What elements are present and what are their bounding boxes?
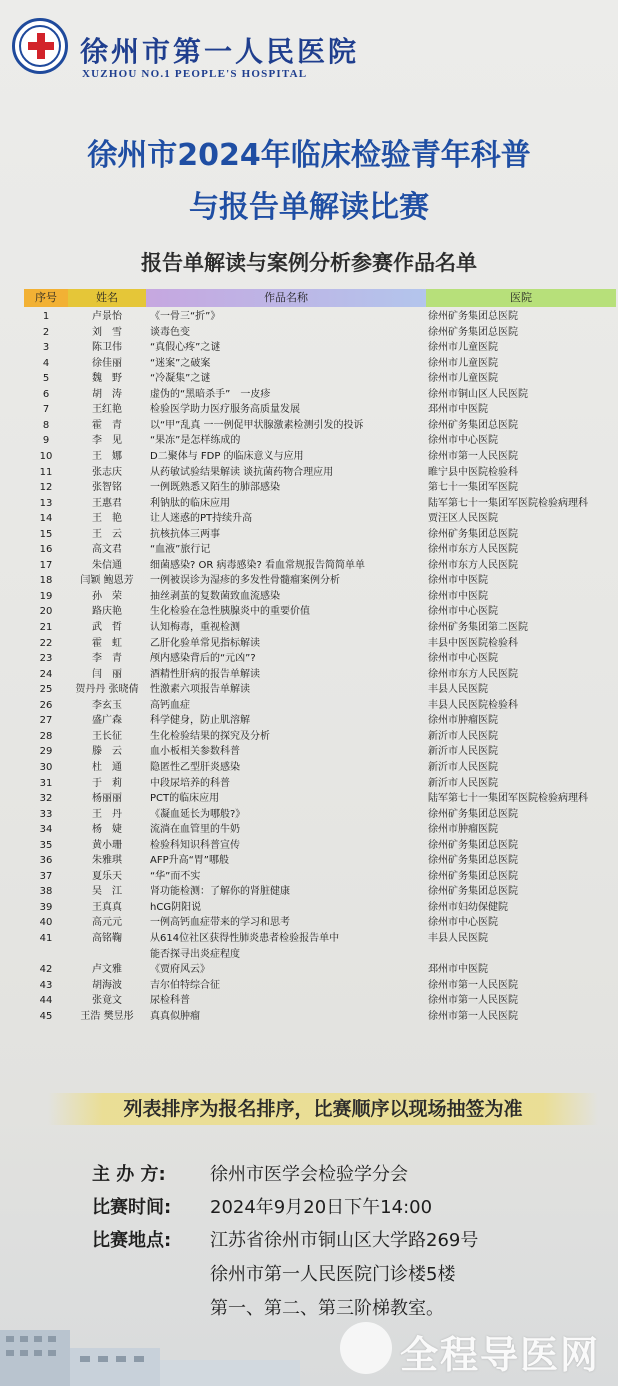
table-row [0,371,618,386]
entry-name: 高元元 [92,917,122,929]
entry-name: 闫颖 鲍恩芳 [80,575,134,587]
entry-work-title: “迷案”之破案 [150,357,211,369]
entry-name: 卢景怡 [92,311,122,322]
table-row [0,760,618,775]
table-row [0,309,618,324]
entry-name: 李 青 [92,653,122,665]
entry-name: 孙 荣 [92,590,122,602]
table-row [0,449,618,464]
entry-name: 李玄玉 [92,699,122,711]
table-row [0,915,618,930]
table-row [0,667,618,682]
entry-name: 盛广森 [92,715,122,727]
table-row [0,651,618,666]
entry-name: 魏 野 [92,373,122,385]
entry-hospital: 徐州市肿瘤医院 [428,824,498,836]
entry-name: 王长征 [92,730,122,742]
table-row [0,900,618,915]
entry-hospital: 徐州市中心医院 [428,606,498,618]
entry-hospital: 丰县人民医院 [428,933,488,944]
entry-number: 37 [39,870,53,882]
entry-number: 20 [39,606,53,618]
entry-name: 胡海波 [92,979,122,991]
entry-hospital: 新沂市人民医院 [428,777,498,789]
time-label: 比赛时间: [92,1197,172,1218]
entry-hospital: 徐州矿务集团总医院 [428,326,518,338]
hospital-logo-icon [12,18,68,74]
entry-hospital: 徐州市儿童医院 [428,342,498,354]
entry-work-title: 谈毒色变 [150,326,190,338]
entry-work-title: 虚伪的“黑暗杀手” 一皮疹 [150,388,271,400]
entry-name: 徐佳丽 [92,357,122,369]
table-row [0,325,618,340]
entry-work-title: 让人迷惑的PT持续升高 [150,513,253,525]
list-subtitle: 报告单解读与案例分析参赛作品名单 [141,251,477,275]
entry-name: 张智铭 [92,482,122,494]
table-row [0,776,618,791]
entry-work-title: 《凝血延长为哪般?》 [150,808,246,820]
entry-work-title: 抽丝剥茧的复数菌致血流感染 [150,590,280,602]
table-row [0,496,618,511]
entry-hospital: 徐州市儿童医院 [428,373,498,385]
hospital-name-cn: 徐州市第一人民医院 [80,35,360,68]
entry-work-title: “冷凝集”之谜 [150,373,211,385]
entry-work-title: 从614位社区获得性肺炎患者检验报告单中 [150,933,340,944]
entry-name: 胡 涛 [92,388,122,400]
entry-hospital: 徐州市中医院 [428,590,488,602]
entry-work-title: “华”而不实 [150,870,201,882]
table-row [0,511,618,526]
entry-number: 30 [39,761,53,773]
header-hospital: 医院 [426,289,616,307]
organizer-label: 主 办 方: [92,1164,166,1185]
entry-number: 14 [39,513,53,525]
entry-hospital: 徐州市中心医院 [428,917,498,929]
entry-work-title: 能否探寻出炎症程度 [150,948,240,960]
table-row [0,589,618,604]
entry-hospital: 徐州矿务集团第二医院 [428,622,528,633]
entry-hospital: 徐州矿务集团总医院 [428,311,518,322]
table-row [0,480,618,495]
entry-work-title: 流淌在血管里的牛奶 [150,824,240,836]
table-row [0,962,618,977]
entry-hospital: 丰县人民医院 [428,684,488,696]
entry-work-title: 高钙血症 [150,699,190,711]
entry-hospital: 徐州矿务集团总医院 [428,855,518,867]
entry-hospital: 徐州矿务集团总医院 [428,839,518,851]
entry-hospital: 徐州市第一人民医院 [428,995,518,1007]
entry-work-title: 抗核抗体三两事 [150,528,220,540]
entry-number: 39 [39,901,53,913]
entry-work-title: “真假心疼”之谜 [150,342,221,354]
entry-name: 夏乐天 [92,870,122,882]
watermark-logo-icon [340,1322,392,1374]
entry-work-title: 一例既熟悉又陌生的肺部感染 [150,482,280,494]
entry-work-title: 肾功能检测：了解你的肾脏健康 [150,886,290,898]
venue-value-line3: 第一、第二、第三阶梯教室。 [210,1298,444,1319]
entry-work-title: “果冻”是怎样练成的 [150,435,241,447]
entry-number: 12 [39,482,53,494]
entry-name: 刘 雪 [92,326,122,338]
entry-hospital: 徐州市儿童医院 [428,357,498,369]
entry-number: 42 [39,964,53,976]
entry-work-title: 血小板相关参数科普 [150,746,240,758]
entry-work-title: 利钠肽的临床应用 [150,497,230,509]
entry-number: 9 [42,435,50,447]
entry-hospital: 新沂市人民医院 [428,730,498,742]
organizer-value: 徐州市医学会检验学分会 [210,1164,408,1185]
entry-name: 王 云 [92,528,122,540]
entry-number: 4 [42,357,50,369]
entry-hospital: 睢宁县中医院检验科 [428,466,518,478]
entry-work-title: 生化检验在急性胰腺炎中的重要价值 [150,606,310,618]
entry-name: 于 莉 [92,777,122,789]
hospital-name-en: XUZHOU NO.1 PEOPLE'S HOSPITAL [82,68,308,80]
entry-hospital: 徐州市妇幼保健院 [428,901,508,913]
time-value: 2024年9月20日下午14:00 [210,1197,433,1218]
entry-hospital: 新沂市人民医院 [428,761,498,773]
entry-number: 34 [39,824,53,836]
entry-name: 王惠君 [92,497,122,509]
entry-hospital: 徐州矿务集团总医院 [428,870,518,882]
entry-number: 6 [42,388,50,400]
entry-number: 44 [39,995,53,1007]
entry-number: 38 [39,886,53,898]
table-row [0,340,618,355]
entry-number: 10 [39,450,53,462]
ordering-note: 列表排序为报名排序，比赛顺序以现场抽签为准 [48,1093,598,1125]
entry-name: 王红艳 [92,404,122,416]
entry-work-title: 细菌感染? OR 病毒感染? 看血常规报告简简单单 [150,559,365,571]
entry-work-title: 尿检科普 [150,995,190,1007]
entry-work-title: 《贾府风云》 [150,964,210,976]
entry-hospital: 丰县中医医院检验科 [428,637,518,649]
entry-number: 18 [39,575,53,587]
table-row [0,402,618,417]
entry-name: 滕 云 [92,746,122,758]
table-row [0,527,618,542]
table-row [0,729,618,744]
entry-name: 王 艳 [92,513,122,525]
entry-name: 朱雅琪 [92,855,122,867]
table-row [0,869,618,884]
entry-number: 23 [39,653,53,665]
entry-name: 闫 丽 [92,668,122,680]
entry-name: 杜 通 [92,761,122,773]
entry-hospital: 徐州矿务集团总医院 [428,808,518,820]
entry-name: 黄小珊 [92,839,122,851]
entry-work-title: 检验医学助力医疗服务高质量发展 [150,404,300,416]
entry-work-title: 一例被误诊为湿疹的多发性骨髓瘤案例分析 [150,575,340,587]
entry-number: 13 [39,497,53,509]
venue-label: 比赛地点: [92,1230,172,1251]
header-number: 序号 [24,289,68,307]
entry-number: 1 [42,311,50,322]
entry-name: 张志庆 [92,466,122,478]
table-row [0,620,618,635]
entry-work-title: 真真似肿瘤 [150,1010,200,1022]
entry-work-title: 隐匿性乙型肝炎感染 [150,761,240,773]
entry-work-title: AFP升高“胃”哪般 [150,855,229,867]
entry-number: 45 [39,1010,53,1022]
venue-value-line2: 徐州市第一人民医院门诊楼5楼 [210,1264,456,1285]
table-row [0,947,618,962]
entry-name: 张竟文 [92,995,122,1007]
entry-number: 19 [39,590,53,602]
entry-number: 36 [39,855,53,867]
entry-hospital: 徐州市中医院 [428,575,488,587]
table-row [0,573,618,588]
entry-name: 路庆艳 [92,606,122,618]
entry-number: 11 [39,466,53,478]
entry-hospital: 邳州市中医院 [428,964,488,976]
entry-work-title: D二聚体与 FDP 的临床意义与应用 [150,450,304,462]
entry-work-title: 检验科知识科普宣传 [150,839,240,851]
table-row [0,744,618,759]
entry-work-title: 颅内感染背后的“元凶”? [150,653,256,665]
table-row [0,978,618,993]
entry-hospital: 徐州市中心医院 [428,435,498,447]
event-title-line1: 徐州市2024年临床检验青年科普 [87,138,531,173]
entry-name: 霍 虹 [92,637,122,649]
table-row [0,465,618,480]
table-row [0,604,618,619]
entry-hospital: 徐州市第一人民医院 [428,450,518,462]
entry-number: 16 [39,544,53,556]
table-row [0,636,618,651]
table-row [0,822,618,837]
table-row [0,433,618,448]
entry-hospital: 徐州矿务集团总医院 [428,419,518,431]
table-row [0,542,618,557]
watermark-text: 全程导医网 [400,1333,601,1377]
table-header [24,289,616,307]
entry-name: 霍 青 [92,419,122,431]
entry-hospital: 徐州市东方人民医院 [428,668,518,680]
entry-number: 25 [39,684,53,696]
event-title-line2: 与报告单解读比赛 [189,190,429,225]
entry-number: 27 [39,715,53,727]
table-row [0,387,618,402]
entry-hospital: 徐州市第一人民医院 [428,1010,518,1022]
entry-number: 21 [39,622,53,633]
entry-name: 李 见 [92,435,122,447]
entry-hospital: 丰县人民医院检验科 [428,699,518,711]
entry-number: 43 [39,979,53,991]
table-row [0,853,618,868]
entry-hospital: 徐州矿务集团总医院 [428,886,518,898]
entry-number: 40 [39,917,53,929]
entry-work-title: “血液”旅行记 [150,544,211,556]
entry-hospital: 徐州市第一人民医院 [428,979,518,991]
hospital-building-illustration [0,1320,300,1386]
table-row [0,698,618,713]
entry-number: 32 [39,793,53,805]
entry-hospital: 徐州矿务集团总医院 [428,528,518,540]
entry-work-title: PCT的临床应用 [150,793,220,805]
header-work-title: 作品名称 [146,289,426,307]
entry-work-title: 《一骨三“折”》 [150,311,221,322]
entry-number: 3 [42,342,50,354]
entry-number: 8 [42,419,50,431]
entry-work-title: 性激素六项报告单解读 [150,684,250,696]
entry-work-title: 乙肝化验单常见指标解读 [150,637,260,649]
entry-name: 陈卫伟 [92,342,122,354]
entry-work-title: 生化检验结果的探究及分析 [150,730,270,742]
entry-number: 31 [39,777,53,789]
entry-work-title: 以“甲”乱真 一一例促甲状腺激素检测引发的投诉 [150,419,364,431]
table-row [0,558,618,573]
table-row [0,356,618,371]
table-row [0,807,618,822]
entry-name: 高铭鞠 [92,933,122,944]
header-name: 姓名 [68,289,146,307]
entry-number: 22 [39,637,53,649]
entry-number: 28 [39,730,53,742]
table-row [0,713,618,728]
entry-name: 杨 婕 [92,824,122,836]
entry-number: 7 [42,404,50,416]
venue-value-line1: 江苏省徐州市铜山区大学路269号 [210,1230,479,1251]
entry-number: 17 [39,559,53,571]
entry-number: 35 [39,839,53,851]
table-row [0,993,618,1008]
entry-name: 武 哲 [92,622,122,633]
entry-number: 41 [39,933,53,944]
entry-number: 2 [42,326,50,338]
entry-name: 卢文雅 [92,964,122,976]
entry-hospital: 徐州市肿瘤医院 [428,715,498,727]
entry-name: 王真真 [92,901,122,913]
entry-work-title: 一例高钙血症带来的学习和思考 [150,917,290,929]
entry-hospital: 陆军第七十一集团军医院检验病理科 [428,793,588,805]
entry-work-title: 中段尿培养的科普 [150,777,230,789]
table-row [0,884,618,899]
entry-number: 26 [39,699,53,711]
entry-name: 王 娜 [92,450,122,462]
entry-name: 朱信通 [92,559,122,571]
watermark [340,1318,618,1380]
entry-hospital: 徐州市中心医院 [428,653,498,665]
table-row [0,838,618,853]
entry-work-title: 认知梅毒，重视检测 [150,622,240,633]
entry-number: 33 [39,808,53,820]
entry-name: 高文君 [92,544,122,556]
entry-number: 29 [39,746,53,758]
entry-number: 24 [39,668,53,680]
entry-work-title: hCG阴阳说 [150,901,202,913]
entry-name: 吴 江 [92,886,122,898]
table-row [0,682,618,697]
logo-red-cross-bar [28,42,54,50]
table-row [0,931,618,946]
table-row [0,1009,618,1024]
table-row [0,418,618,433]
entry-name: 王 丹 [92,808,122,820]
entry-work-title: 酒精性肝病的报告单解读 [150,668,260,680]
entry-name: 杨丽丽 [92,793,122,805]
entry-hospital: 第七十一集团军医院 [428,482,518,494]
entry-name: 王浩 樊昱彤 [80,1010,134,1022]
table-row [0,791,618,806]
entry-work-title: 从药敏试验结果解读 谈抗菌药物合理应用 [150,466,334,478]
entry-hospital: 徐州市铜山区人民医院 [428,388,528,400]
entry-hospital: 徐州市东方人民医院 [428,559,518,571]
entry-hospital: 邳州市中医院 [428,404,488,416]
entry-hospital: 徐州市东方人民医院 [428,544,518,556]
entry-name: 贺丹丹 张晓倩 [75,684,139,696]
entry-work-title: 科学健身，防止肌溶解 [150,715,250,727]
entry-number: 15 [39,528,53,540]
entry-hospital: 新沂市人民医院 [428,746,498,758]
entry-work-title: 吉尔伯特综合征 [150,979,220,991]
entry-number: 5 [42,373,50,385]
entry-hospital: 贾汪区人民医院 [428,513,498,525]
entry-hospital: 陆军第七十一集团军医院检验病理科 [428,497,588,509]
